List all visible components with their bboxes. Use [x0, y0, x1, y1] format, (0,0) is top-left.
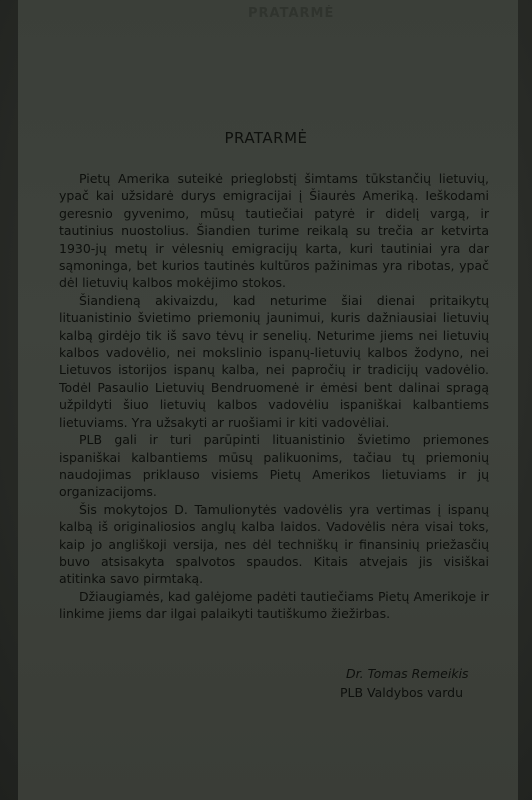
- preface-body: [59, 170, 489, 623]
- signature-name: Dr. Tomas Remeikis: [346, 666, 469, 681]
- paragraph-4: [59, 501, 489, 588]
- paragraph-1: [59, 170, 489, 292]
- page-title: PRATARMĖ: [224, 129, 308, 147]
- paragraph-3: [59, 431, 489, 501]
- paragraph-5-text: Džiaugiamės, kad galėjome padėti tautiečiams Pietų Amerikoje ir linkime jiems dar ilgai palaikyti tautiškumo žiežirbas.: [59, 588, 489, 622]
- signature-role: PLB Valdybos vardu: [340, 685, 463, 700]
- paragraph-4-text: Šis mokytojos D. Tamulionytės vadovėlis yra vertimas į ispanų kalbą iš originaliosios anglų kalba laidos. Vadovėlis nėra visai toks, kaip jo angliškoji versija, nes dėl techniškų ir finansinių priežasčių buvo atsisakyta spalvotos spaudos. Kitais atvejais jis visiškai atitinka savo pirmtaką.: [59, 501, 489, 587]
- paragraph-3-text: PLB gali ir turi parūpinti lituanistinio švietimo priemones ispaniškai kalbantiems mūsų palikuonims, tačiau tų priemonių naudojimas priklauso visiems Pietų Amerikos lietuviams ir jų organizacijoms.: [59, 432, 489, 500]
- paragraph-2: [59, 292, 489, 431]
- paragraph-2-text: Šiandieną akivaizdu, kad neturime šiai dienai pritaikytų lituanistinio švietimo priemonių jaunimui, kuris dažniausiai lietuvių kalbą girdėjo tik iš savo tėvų ir senelių. Neturime jiems nei lietuvių kalbos vadovėlio, nei mokslinio ispanų-lietuvių kalbos žodyno, nei Lietuvos istorijos ispanų kalba, nei papročių ir tradicijų vadovėlio. Todėl Pasaulio Lietuvių Bendruomenė ir ėmėsi bent dalinai spragą užpildyti šiuo lietuvių kalbos vadovėliu ispaniškai kalbantiems lietuviams. Yra užsakyti ar ruošiami ir kiti vadovėliai.: [59, 292, 489, 430]
- paragraph-1-text: Pietų Amerika suteikė prieglobstį šimtams tūkstančių lietuvių, ypač kai užsidarė durys emigracijai į Šiaurės Ameriką. Ieškodami geresnio gyvenimo, mūsų tautiečiai patyrė ir didelį vargą, ir tautinius nuostolius. Šiandien turime reikalą su trečia ar ketvirta 1930-jų metų ir vėlesnių emigracijų karta, kuri tautiniai yra dar sąmoninga, bet kurios tautinės kultūros pažinimas yra ribotas, ypač dėl lietuvių kalbos mokėjimo stokos.: [59, 171, 489, 291]
- paragraph-5: [59, 588, 489, 623]
- bleed-through-text: PRATARMĖ: [248, 6, 335, 21]
- signature-block: [340, 664, 469, 702]
